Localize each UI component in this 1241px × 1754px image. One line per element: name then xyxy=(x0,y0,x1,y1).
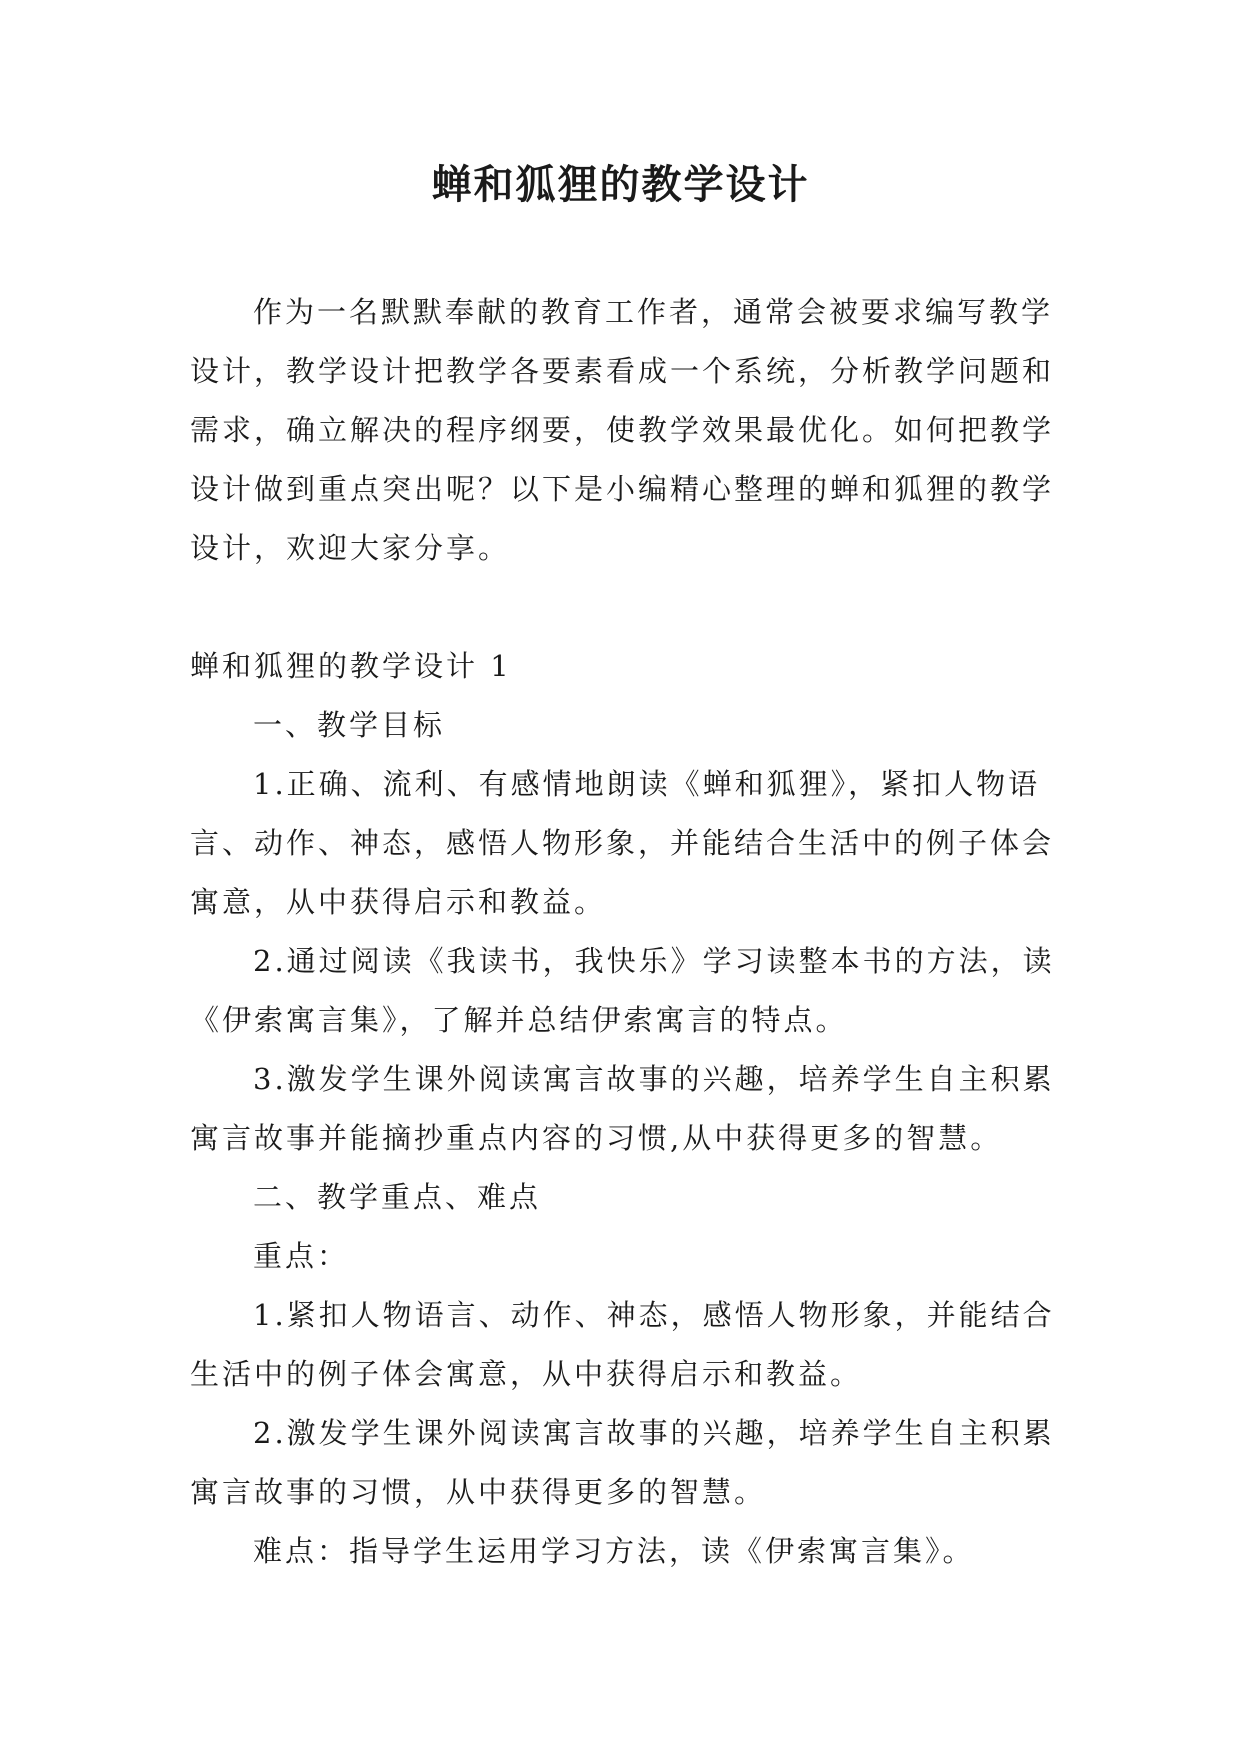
goal-item-3: 3.激发学生课外阅读寓言故事的兴趣，培养学生自主积累寓言故事并能摘抄重点内容的习惯,从中获得更多的智慧。 xyxy=(190,1062,1055,1155)
key-points-heading: 二、教学重点、难点 xyxy=(253,1180,542,1214)
document-title: 蝉和狐狸的教学设计 xyxy=(431,161,810,208)
key-points-label: 重点： xyxy=(253,1239,350,1273)
goal-item-1: 1.正确、流利、有感情地朗读《蝉和狐狸》，紧扣人物语言、动作、神态，感悟人物形象，并能结合生活中的例子体会寓意，从中获得启示和教益。 xyxy=(190,767,1055,919)
paragraph-spacer xyxy=(190,578,1060,637)
difficulty-paragraph: 难点：指导学生运用学习方法，读《伊索寓言集》。 xyxy=(253,1534,975,1568)
document-body xyxy=(190,283,1060,1581)
goals-heading: 一、教学目标 xyxy=(253,708,446,742)
section-heading: 蝉和狐狸的教学设计 1 xyxy=(190,649,512,683)
intro-paragraph: 作为一名默默奉献的教育工作者，通常会被要求编写教学设计，教学设计把教学各要素看成一个系统，分析教学问题和需求，确立解决的程序纲要，使教学效果最优化。如何把教学设计做到重点突出呢？以下是小编精心整理的蝉和狐狸的教学设计，欢迎大家分享。 xyxy=(190,295,1055,565)
key-point-2: 2.激发学生课外阅读寓言故事的兴趣，培养学生自主积累寓言故事的习惯，从中获得更多的智慧。 xyxy=(190,1416,1055,1509)
key-point-1: 1.紧扣人物语言、动作、神态，感悟人物形象，并能结合生活中的例子体会寓意，从中获得启示和教益。 xyxy=(190,1298,1055,1391)
goal-item-2: 2.通过阅读《我读书，我快乐》学习读整本书的方法，读《伊索寓言集》，了解并总结伊索寓言的特点。 xyxy=(190,944,1055,1037)
